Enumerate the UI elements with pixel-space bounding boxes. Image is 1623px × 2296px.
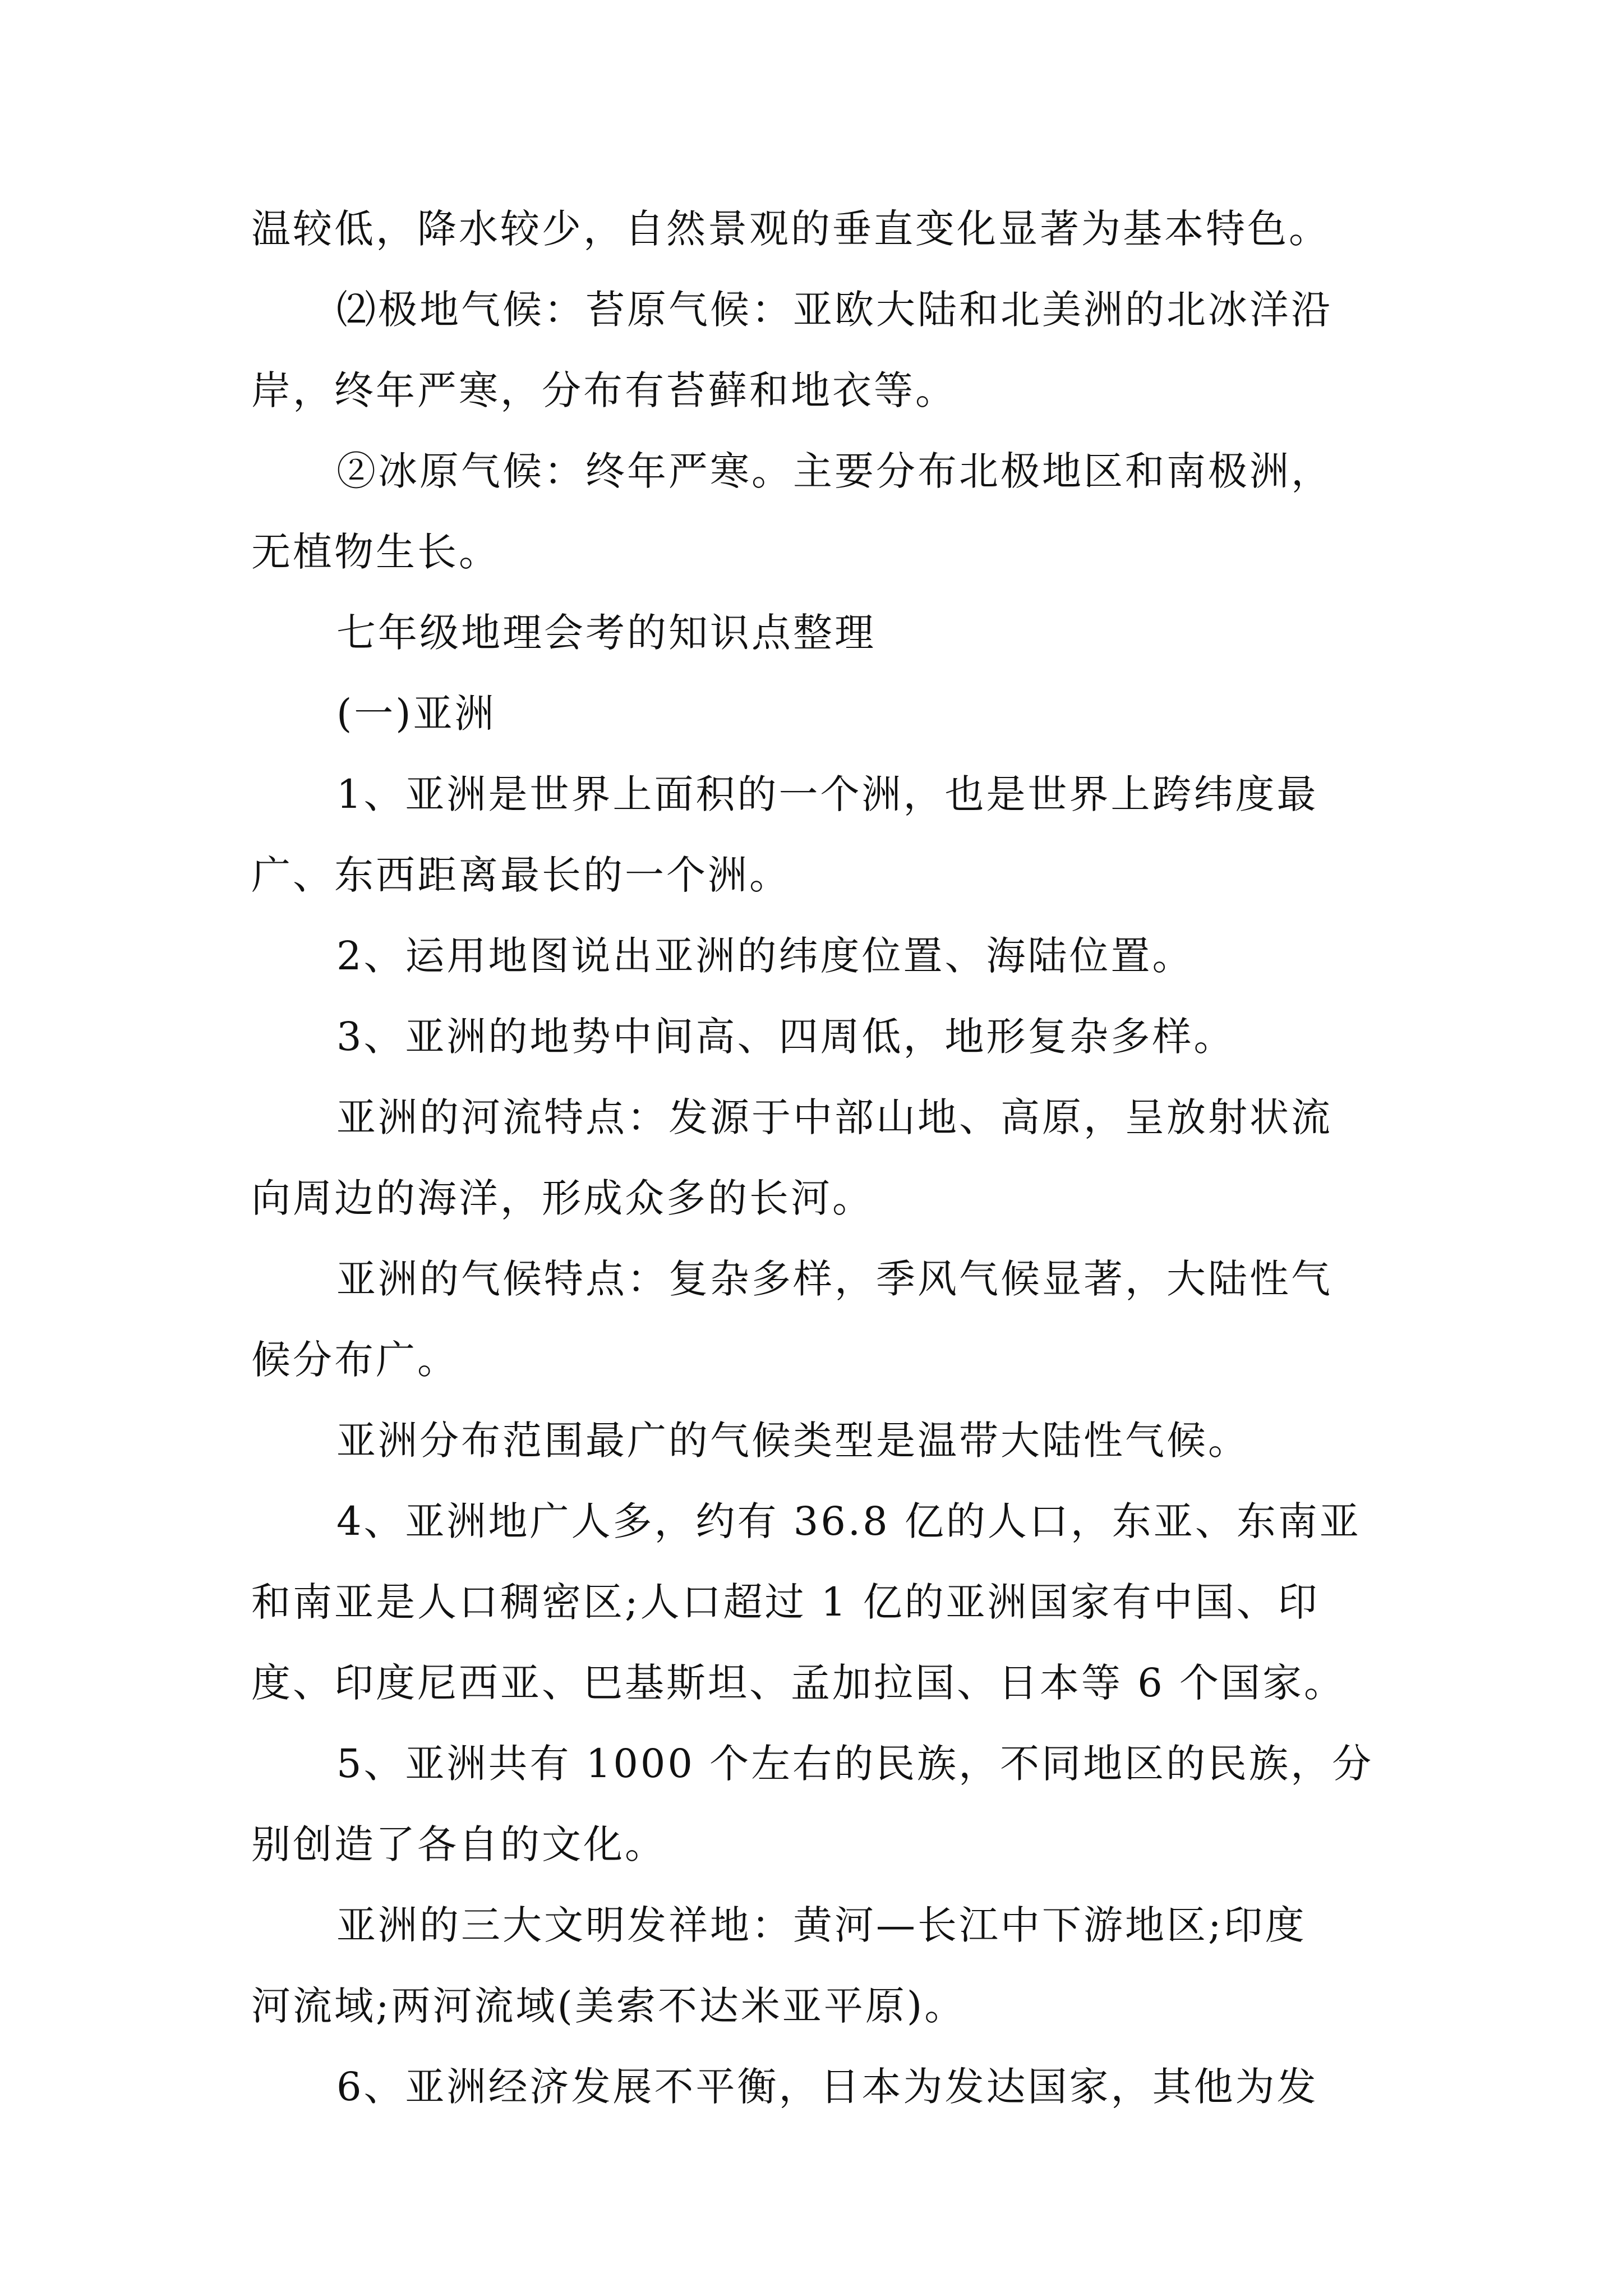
- text-line: 向周边的海洋，形成众多的长河。: [251, 1175, 874, 1221]
- paragraph: [251, 1418, 1378, 1464]
- document-page: [251, 206, 1378, 2147]
- paragraph: [251, 448, 1378, 575]
- text-line: ②冰原气候：终年严寒。主要分布北极地区和南极洲，: [336, 448, 1332, 494]
- text-line: 无植物生长。: [251, 529, 500, 575]
- text-line: 2、运用地图说出亚洲的纬度位置、海陆位置。: [336, 933, 1194, 979]
- text-line: 度、印度尼西亚、巴基斯坦、孟加拉国、日本等 6 个国家。: [251, 1660, 1346, 1706]
- text-line: 候分布广。: [251, 1337, 459, 1383]
- text-line: 亚洲的三大文明发祥地：黄河—长江中下游地区;印度: [336, 1902, 1307, 1948]
- text-line: ⑵极地气候：苔原气候：亚欧大陆和北美洲的北冰洋沿: [336, 287, 1332, 333]
- text-line: 亚洲的河流特点：发源于中部山地、高原，呈放射状流: [336, 1094, 1332, 1140]
- text-line: 亚洲的气候特点：复杂多样，季风气候显著，大陆性气: [336, 1256, 1332, 1302]
- paragraph: [251, 1014, 1378, 1060]
- paragraph: [251, 771, 1378, 898]
- subsection-heading: (一)亚洲: [336, 691, 496, 737]
- text-line: 1、亚洲是世界上面积的一个洲，也是世界上跨纬度最: [336, 771, 1318, 817]
- paragraph: [251, 610, 1378, 656]
- paragraph: [251, 1498, 1378, 1706]
- paragraph: [251, 1094, 1378, 1221]
- text-line: 岸，终年严寒，分布有苔藓和地衣等。: [251, 367, 957, 413]
- text-line: 4、亚洲地广人多，约有 36.8 亿的人口，东亚、东南亚: [336, 1498, 1361, 1544]
- text-line: 河流域;两河流域(美索不达米亚平原)。: [251, 1983, 966, 2029]
- text-line: 广、东西距离最长的一个洲。: [251, 852, 791, 898]
- paragraph: [251, 289, 1378, 411]
- text-line: 6、亚洲经济发展不平衡，日本为发达国家，其他为发: [336, 2064, 1318, 2110]
- text-line: 亚洲分布范围最广的气候类型是温带大陆性气候。: [336, 1418, 1249, 1464]
- text-line: 温较低，降水较少，自然景观的垂直变化显著为基本特色。: [251, 206, 1330, 252]
- paragraph: [251, 1902, 1378, 2029]
- text-line: 和南亚是人口稠密区;人口超过 1 亿的亚洲国家有中国、印: [251, 1579, 1320, 1625]
- text-line: 5、亚洲共有 1000 个左右的民族，不同地区的民族，分: [336, 1741, 1374, 1787]
- paragraph: [251, 1256, 1378, 1383]
- paragraph: [251, 933, 1378, 979]
- section-heading: 七年级地理会考的知识点整理: [336, 610, 876, 656]
- paragraph: [251, 1743, 1378, 1865]
- paragraph: [251, 691, 1378, 737]
- paragraph: [251, 2064, 1378, 2110]
- text-line: 别创造了各自的文化。: [251, 1821, 666, 1867]
- text-line: 3、亚洲的地势中间高、四周低，地形复杂多样。: [336, 1014, 1235, 1060]
- paragraph: [251, 206, 1378, 252]
